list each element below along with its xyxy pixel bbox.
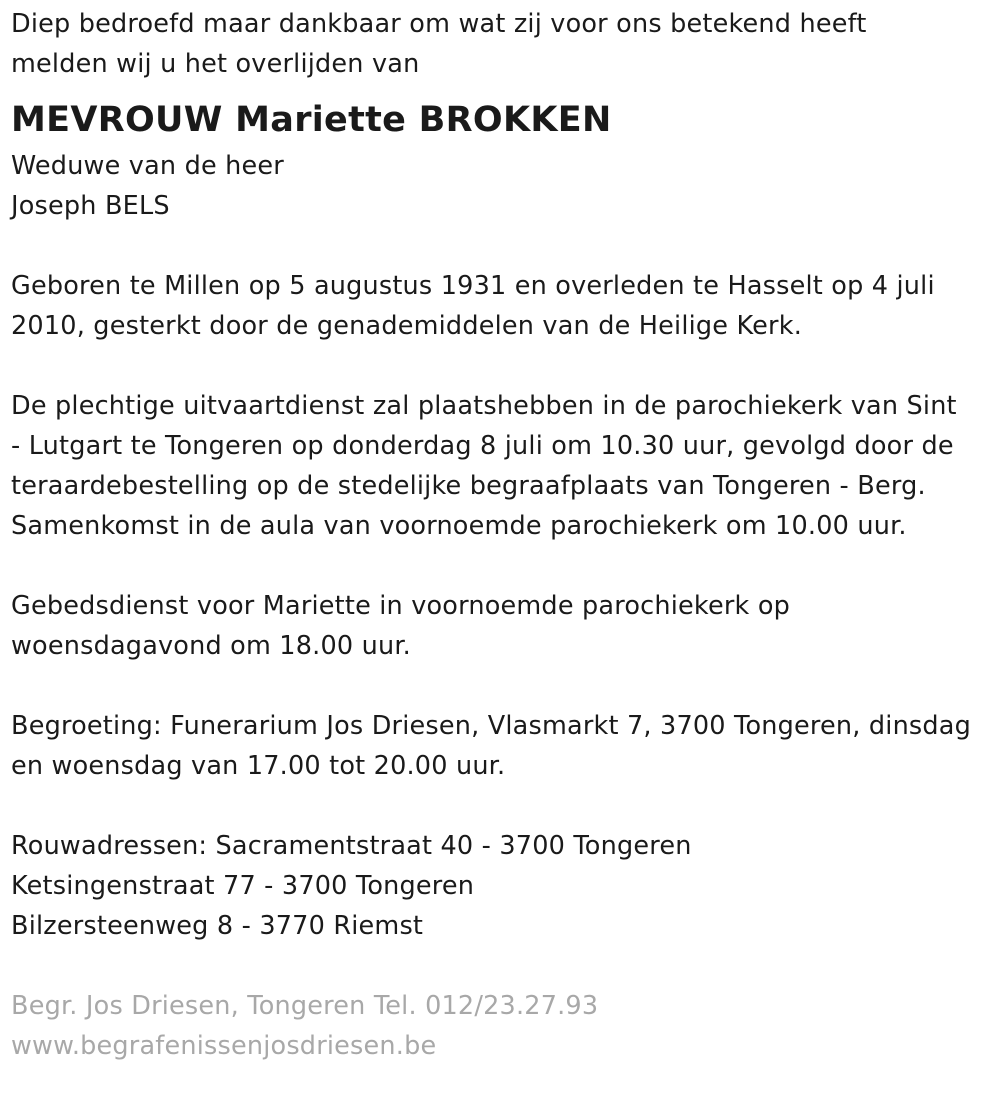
website-link[interactable]: www.begrafenissenjosdriesen.be <box>11 1031 437 1061</box>
birth-death-paragraph <box>11 266 996 346</box>
paragraph-line: en woensdag van 17.00 tot 20.00 uur. <box>11 751 506 781</box>
paragraph-line: 2010, gesterkt door de genademiddelen van de Heilige Kerk. <box>11 311 802 341</box>
address-line: Ketsingenstraat 77 - 3700 Tongeren <box>11 871 475 901</box>
paragraph-line: - Lutgart te Tongeren op donderdag 8 juli om 10.30 uur, gevolgd door de <box>11 431 954 461</box>
spouse-name: Joseph BELS <box>11 191 170 221</box>
prayer-service-paragraph <box>11 586 996 666</box>
paragraph-line: teraardebestelling op de stedelijke begraafplaats van Tongeren - Berg. <box>11 471 926 501</box>
paragraph-line: Begroeting: Funerarium Jos Driesen, Vlasmarkt 7, 3700 Tongeren, dinsdag <box>11 711 972 741</box>
addresses-paragraph <box>11 826 996 946</box>
footer <box>11 986 996 1066</box>
address-line: Bilzersteenweg 8 - 3770 Riemst <box>11 911 424 941</box>
address-line: Rouwadressen: Sacramentstraat 40 - 3700 Tongeren <box>11 831 692 861</box>
paragraph-line: Gebedsdienst voor Mariette in voornoemde parochiekerk op <box>11 591 791 621</box>
paragraph-line: Geboren te Millen op 5 augustus 1931 en overleden te Hasselt op 4 juli <box>11 271 935 301</box>
intro-paragraph <box>11 4 996 84</box>
deceased-name: MEVROUW Mariette BROKKEN <box>11 100 612 140</box>
relation-text: Weduwe van de heer <box>11 151 284 181</box>
obituary-document <box>11 4 996 1066</box>
paragraph-line: Samenkomst in de aula van voornoemde parochiekerk om 10.00 uur. <box>11 511 907 541</box>
funeral-paragraph <box>11 386 996 546</box>
viewing-paragraph <box>11 706 996 786</box>
paragraph-line: De plechtige uitvaartdienst zal plaatshebben in de parochiekerk van Sint <box>11 391 957 421</box>
paragraph-line: woensdagavond om 18.00 uur. <box>11 631 411 661</box>
intro-line: Diep bedroefd maar dankbaar om wat zij voor ons betekend heeft <box>11 9 867 39</box>
intro-line: melden wij u het overlijden van <box>11 49 420 79</box>
undertaker-contact: Begr. Jos Driesen, Tongeren Tel. 012/23.27.93 <box>11 991 599 1021</box>
